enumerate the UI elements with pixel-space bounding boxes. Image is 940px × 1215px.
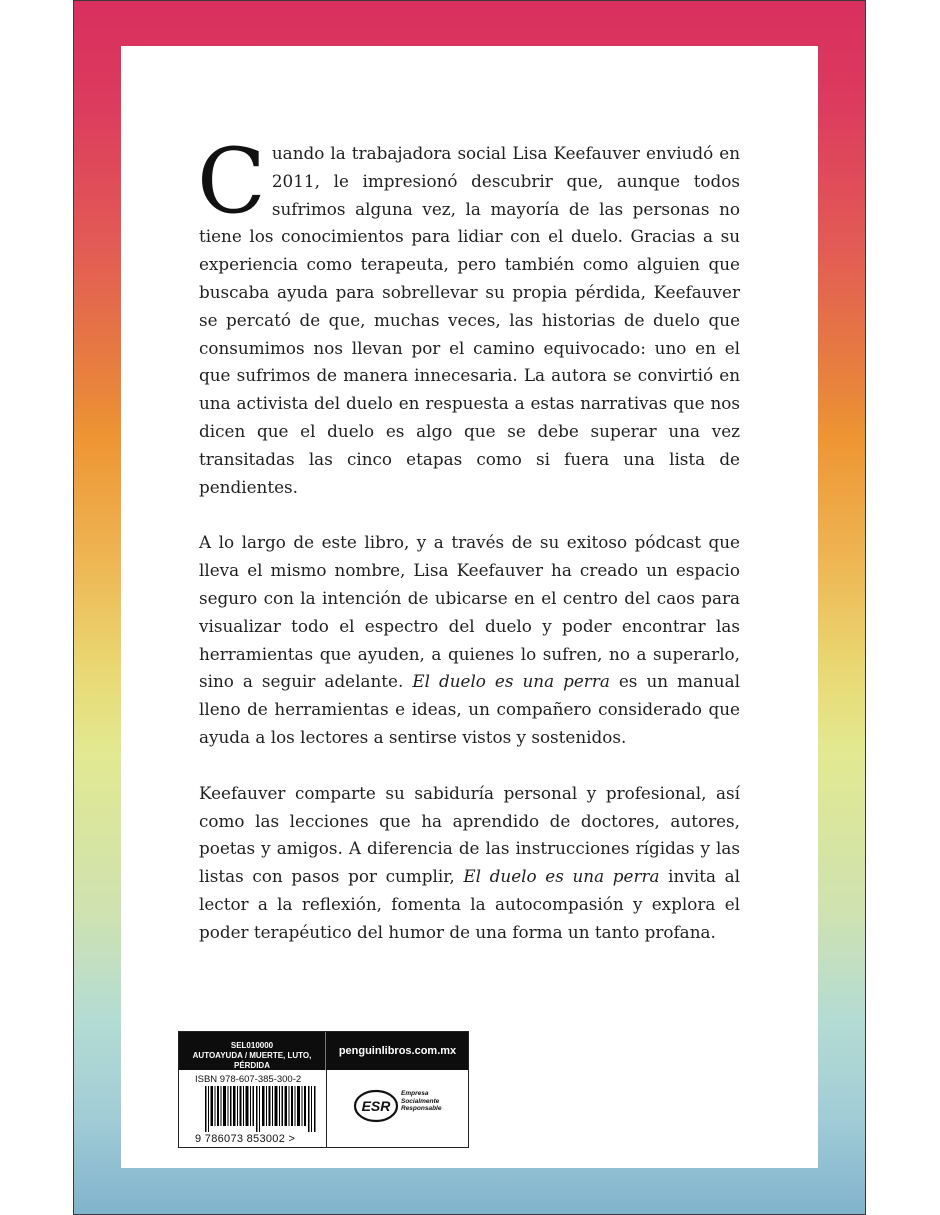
book-title-italic: El duelo es una perra — [463, 866, 660, 887]
esr-label — [401, 1090, 441, 1113]
synopsis-text — [197, 129, 740, 975]
dropcap-letter: C — [197, 129, 266, 234]
info-divider — [326, 1070, 327, 1147]
paragraph-2-text-a: A lo largo de este libro, y a través de su exitoso pódcast que lleva el mismo nombre, Lisa Keefauver ha creado un espacio seguro con la intención de ubicarse en el centro del caos para visualizar todo el espectro del duelo y poder encontrar las herramientas que ayuden, a quienes lo sufren, no a superarlo, sino a seguir adelante. — [199, 532, 740, 692]
category-label: AUTOAYUDA / MUERTE, LUTO, PÉRDIDA — [192, 1051, 312, 1070]
paragraph-3 — [199, 780, 740, 947]
esr-badge-icon — [352, 1088, 400, 1124]
esr-line-3: Responsable — [401, 1105, 442, 1112]
category-code: SEL010000 — [230, 1041, 274, 1050]
book-title-italic: El duelo es una perra — [412, 671, 610, 692]
barcode-number: 9 786073 853002 > — [195, 1133, 296, 1145]
paragraph-3-text-b: invita al lector a la reflexión, fomenta la autocompasión y explora el poder terapéutico del humor de una forma un tanto profana. — [199, 866, 740, 942]
paragraph-1 — [197, 129, 740, 501]
barcode-icon — [205, 1086, 317, 1132]
isbn-label: ISBN 978-607-385-300-2 — [195, 1074, 302, 1085]
publisher-info-box — [178, 1031, 469, 1148]
category-code-block — [179, 1032, 326, 1070]
paragraph-2 — [199, 529, 740, 751]
paragraph-3-text-a: Keefauver comparte su sabiduría personal y profesional, así como las lecciones que ha aprendido de doctores, autores, poetas y amigos. A diferencia de las instrucciones rígidas y las listas con pasos por cumplir, — [199, 782, 740, 887]
esr-line-2: Socialmente — [401, 1097, 440, 1105]
esr-line-1: Empresa — [401, 1090, 429, 1097]
publisher-website: penguinlibros.com.mx — [338, 1045, 457, 1057]
paragraph-1-text: uando la trabajadora social Lisa Keefauver enviudó en 2011, le impresionó descubrir que, aunque todos sufrimos alguna vez, la mayoría de las personas no tiene los conocimientos para lidiar con el duelo. Gracias a su experiencia como terapeuta, pero también como alguien que buscaba ayuda para sobrellevar su propia pérdida, Keefauver se percató de que, muchas veces, las historias de duelo que consumimos nos llevan por el camino equivocado: uno en el que sufrimos de manera innecesaria. La autora se convirtió en una activista del duelo en respuesta a estas narrativas que nos dicen que el duelo es algo que se debe superar una vez transitadas las cinco etapas como si fuera una lista de pendientes. — [199, 143, 740, 497]
esr-logo-text: ESR — [361, 1098, 391, 1114]
esr-logo — [352, 1088, 447, 1126]
paragraph-2-text-b: es un manual lleno de herramientas e ideas, un compañero considerado que ayuda a los lectores a sentirse vistos y sostenidos. — [199, 671, 740, 747]
